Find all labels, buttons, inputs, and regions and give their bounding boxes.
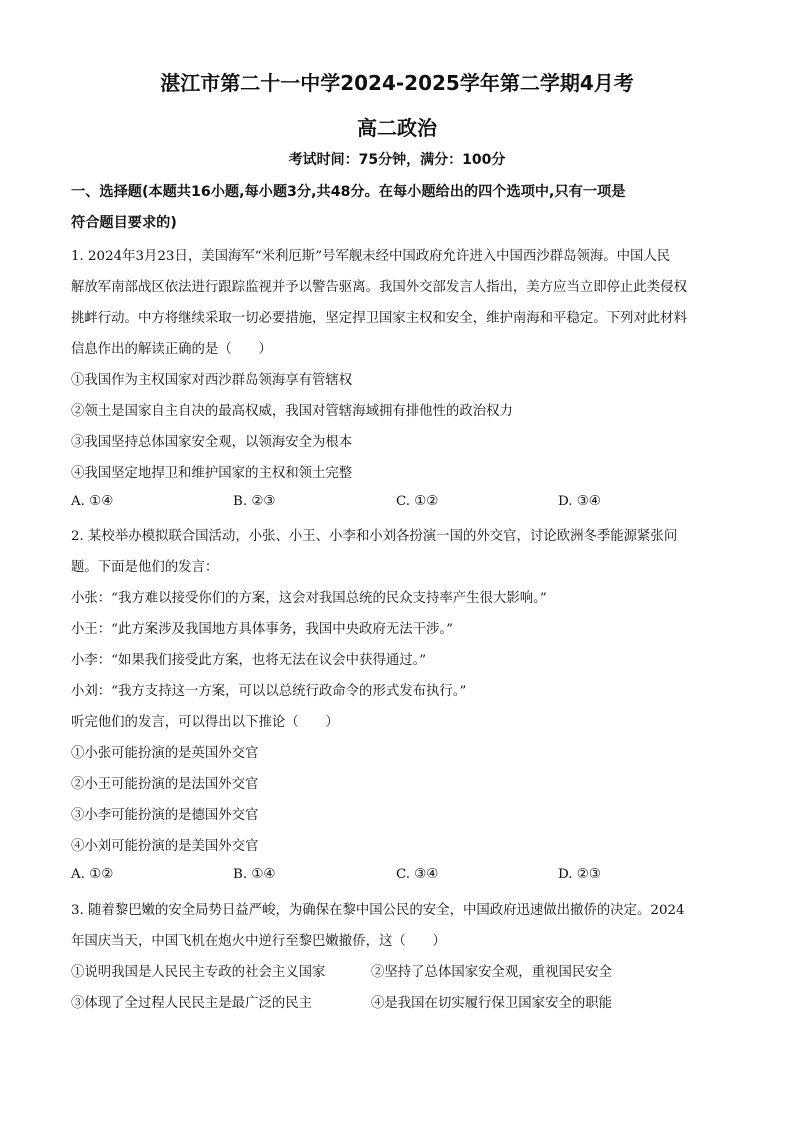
q1-stem-line: 挑衅行动。中方将继续采取一切必要措施，坚定捍卫国家主权和安全，维护南海和平稳定。下列对此材料 (71, 311, 687, 326)
q2-statement: ③小李可能扮演的是德国外交官 (71, 808, 259, 823)
q2-stem-line: 小王：“此方案涉及我国地方具体事务，我国中央政府无法干涉。” (71, 622, 453, 637)
q3-statement: ③体现了全过程人民民主是最广泛的民主 (71, 996, 313, 1011)
q3-stem-line: 年国庆当天，中国飞机在炮火中逆行至黎巴嫩撤侨，这（ ） (71, 934, 446, 949)
section-heading-line-2: 符合题目要求的) (71, 215, 177, 231)
q3-statement: ④是我国在切实履行保卫国家安全的职能 (371, 996, 613, 1011)
q1-option-a: A. ①④ (71, 494, 114, 509)
q2-option-c: C. ③④ (396, 867, 439, 882)
q1-option-b: B. ②③ (233, 494, 276, 509)
q2-statement: ②小王可能扮演的是法国外交官 (71, 777, 259, 792)
q1-stem-line: 1. 2024年3月23日，美国海军“米利厄斯”号军舰未经中国政府允许进入中国西沙群岛领海。中国人民 (71, 249, 671, 264)
q1-statement: ②领土是国家自主自决的最高权威，我国对管辖海域拥有排他性的政治权力 (71, 404, 513, 419)
exam-title: 湛江市第二十一中学2024-2025学年第二学期4月考 (160, 71, 634, 95)
q3-stem-line: 3. 随着黎巴嫩的安全局势日益严峻，为确保在黎中国公民的安全，中国政府迅速做出撤侨的决定。2024 (71, 903, 685, 918)
q2-stem-line: 题。下面是他们的发言： (71, 560, 219, 575)
q2-stem-line: 2. 某校举办模拟联合国活动，小张、小王、小李和小刘各扮演一国的外交官，讨论欧洲冬季能源紧张问 (71, 529, 678, 544)
q2-statement: ④小刘可能扮演的是美国外交官 (71, 839, 259, 854)
q2-statement: ①小张可能扮演的是英国外交官 (71, 746, 259, 761)
q3-statement: ①说明我国是人民民主专政的社会主义国家 (71, 965, 326, 980)
q2-option-a: A. ①② (71, 867, 114, 882)
q1-stem-line: 解放军南部战区依法进行跟踪监视并予以警告驱离。我国外交部发言人指出，美方应当立即停止此类侵权 (71, 280, 687, 295)
q1-statement: ③我国坚持总体国家安全观，以领海安全为根本 (71, 435, 353, 450)
exam-subject: 高二政治 (357, 116, 437, 140)
q2-stem-line: 小刘：“我方支持这一方案，可以以总统行政命令的形式发布执行。” (71, 684, 467, 699)
exam-info: 考试时间：75分钟，满分：100分 (288, 152, 506, 168)
q2-option-b: B. ①④ (233, 867, 276, 882)
q1-statement: ①我国作为主权国家对西沙群岛领海享有管辖权 (71, 373, 353, 388)
q2-stem-line: 小张：“我方难以接受你们的方案，这会对我国总统的民众支持率产生很大影响。” (71, 591, 547, 606)
q1-option-c: C. ①② (396, 494, 439, 509)
q1-statement: ④我国坚定地捍卫和维护国家的主权和领土完整 (71, 466, 353, 481)
q2-option-d: D. ②③ (558, 867, 601, 882)
q1-option-d: D. ③④ (558, 494, 601, 509)
q2-stem-line: 小李：“如果我们接受此方案，也将无法在议会中获得通过。” (71, 653, 427, 668)
section-heading-line-1: 一、选择题(本题共16小题,每小题3分,共48分。在每小题给出的四个选项中,只有一项是 (71, 184, 626, 200)
q3-statement: ②坚持了总体国家安全观，重视国民安全 (371, 965, 613, 980)
q1-stem-line: 信息作出的解读正确的是（ ） (71, 342, 272, 357)
q2-stem-line: 听完他们的发言，可以得出以下推论（ ） (71, 715, 339, 730)
